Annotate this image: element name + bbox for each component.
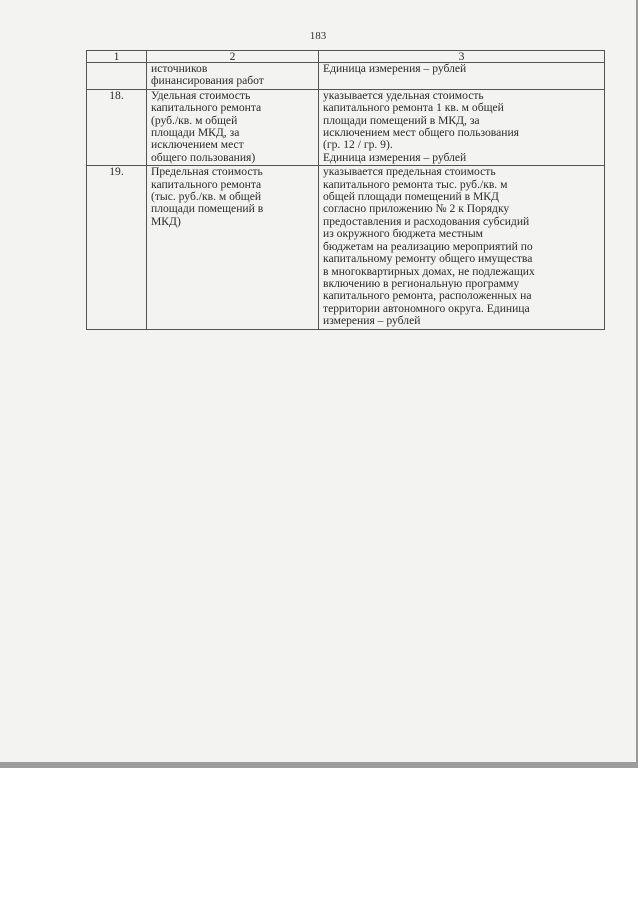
document-table xyxy=(86,50,605,330)
row-number: 19. xyxy=(87,166,147,329)
row-number: 18. xyxy=(87,89,147,165)
table-header-row xyxy=(87,51,605,63)
row-indicator-name-text: Предельная стоимость капитального ремонта (тыс. руб./кв. м общей площади помещений в МКД) xyxy=(151,165,264,228)
row-indicator-name xyxy=(147,89,319,165)
row-description xyxy=(319,166,605,329)
row-description xyxy=(319,89,605,165)
row-description-text: указывается предельная стоимость капитального ремонта тыс. руб./кв. м общей площади помещений в МКД согласно приложению № 2 к Порядку предоставления и расходования субсидий из окружного бюджета местным бюджетам на реализацию мероприятий по капитальному ремонту общего имущества в многоквартирных домах, не подлежащих включению в региональную программу капитального ремонта, расположенных на территории автономного округа. Единица измерения – рублей xyxy=(323,165,535,328)
page-number: 183 xyxy=(309,30,327,42)
row-description-text: указывается удельная стоимость капитального ремонта 1 кв. м общей площади помещений в МКД, за исключением мест общего пользования (гр. 12 / гр. 9). Единица измерения – рублей xyxy=(323,88,520,164)
header-cell-1: 1 xyxy=(87,51,147,63)
row-number xyxy=(87,63,147,90)
header-cell-3: 3 xyxy=(319,51,605,63)
row-description xyxy=(319,63,605,90)
row-indicator-name-text: Удельная стоимость капитального ремонта (руб./кв. м общей площади МКД, за исключением мест общего пользования) xyxy=(151,88,262,164)
header-cell-2: 2 xyxy=(147,51,319,63)
row-indicator-name xyxy=(147,63,319,90)
table-row xyxy=(87,166,605,329)
table-row xyxy=(87,63,605,90)
row-description-text: Единица измерения – рублей xyxy=(323,62,467,75)
row-indicator-name-text: источников финансирования работ xyxy=(151,62,264,88)
row-indicator-name xyxy=(147,166,319,329)
table-row xyxy=(87,89,605,165)
